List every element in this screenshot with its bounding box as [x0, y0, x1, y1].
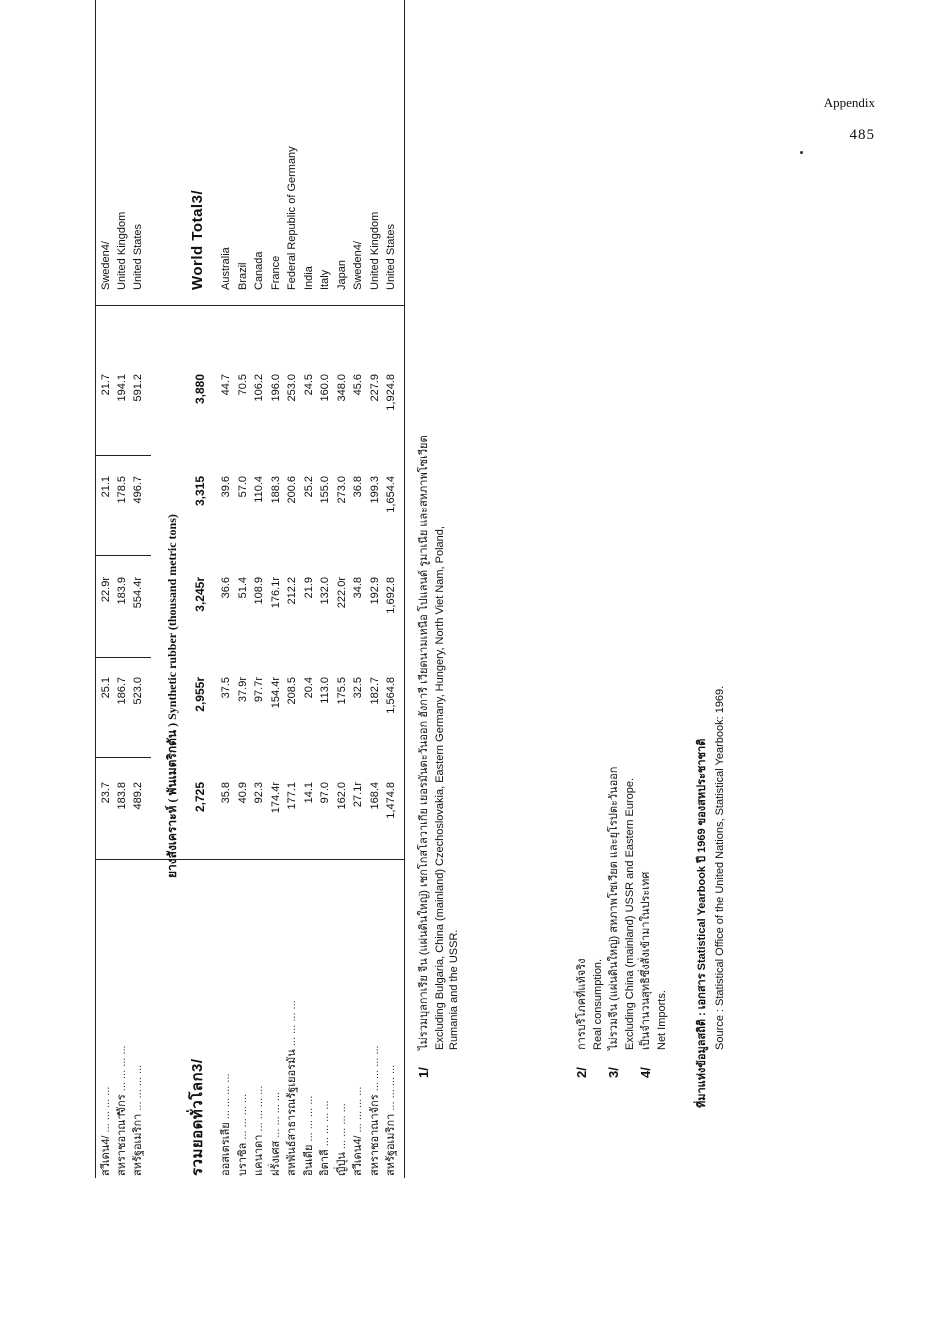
value: 21.9 [302, 577, 315, 599]
row-label-en: Italy [319, 269, 331, 290]
value: 160.0 [319, 374, 331, 402]
value: 162.0 [335, 782, 348, 810]
value: 25.1 [100, 677, 112, 699]
value: 186.7 [116, 677, 128, 705]
column-rule [95, 305, 404, 306]
value: 3,880 [193, 374, 207, 405]
value: 183.8 [116, 782, 128, 810]
appendix-label: Appendix [823, 95, 875, 110]
footnote-en: Excluding China (mainland) USSR and Eastern Europe. [624, 777, 636, 1050]
value: 1,654.4 [385, 476, 397, 513]
value: 51.4 [236, 577, 249, 599]
value: 97.7r [253, 677, 265, 703]
source-en: Source : Statistical Office of the United Nations, Statistical Yearbook: 1969. [714, 685, 726, 1050]
value: 21.1 [100, 476, 112, 498]
value: 200.6 [286, 476, 298, 504]
value: 3,245r [193, 577, 207, 612]
value: 174.4r [269, 782, 282, 814]
value: 92.3 [253, 782, 265, 804]
row-label-en: Sweden4/ [100, 241, 112, 290]
value: 57.0 [236, 476, 249, 498]
value: 108.9 [253, 577, 265, 605]
value: 183.9 [116, 577, 128, 605]
column-rule [95, 657, 151, 658]
value: 199.3 [368, 476, 381, 504]
value: 155.0 [319, 476, 331, 504]
row-label: บราซิล [236, 1142, 249, 1176]
table-bottom-rule [404, 0, 405, 1178]
row-label-en: United States [385, 223, 397, 290]
row-label: ออสเตรเลีย [220, 1122, 232, 1176]
value: 175.5 [335, 677, 348, 705]
value: 27.1r [352, 782, 364, 808]
value: 253.0 [286, 374, 298, 402]
column-rule [95, 455, 151, 456]
row-label: สวีเดน4/ [100, 1135, 112, 1176]
row-label: อิตาลี [319, 1149, 331, 1176]
value: 192.9 [368, 577, 381, 605]
value: 554.4r [132, 577, 144, 609]
row-label: อินเดีย [302, 1144, 315, 1176]
footnote-marker: 1/ [416, 1067, 431, 1078]
value: 106.2 [253, 374, 265, 402]
column-rule [95, 555, 151, 556]
value: 176.1r [269, 577, 282, 609]
value: 489.2 [132, 782, 144, 810]
row-label: รวมยอดทั่วโลก3/ [189, 1058, 206, 1176]
value: 37.9r [236, 677, 249, 703]
row-label-en: Australia [220, 247, 232, 290]
source-th: ที่มาแห่งข้อมูลสถิติ : เอกสาร Statistical Yearbook ปี 1969 ของสหประชาชาติ [696, 738, 708, 1108]
rotated-table-page: สวีเดน4/ ... ... ... ... 23.7 25.1 22.9r 21.1 21.7 Sweden4/ สหราชอาณาจักร ... ... ... ... 183.8 186.7 183.9 178.5 194.1 United Kingdom สหรัฐอเมริกา ... ... ... ... 489.2 523.0 554.4r 496.7 591.2 United States ยางสังเคราะห์ ( พันเมตริกตัน ) Synthetic rubber (thousand metric tons) รวมยอดทั่วโลก3/ 2,725 2,955r 3,245r 3,315 3,880 World Total3/ ออสเตรเลีย ... ... ... ... 35.8 37.5 36.6 39.6 44.7 Australia บราซิล ... ... ... ... 40.9 37.9r 51.4 57.0 70.5 Brazil แคนาดา ... ... ... ... 92.3 97.7r 108.9 110.4 106.2 Canada ฝรั่งเศส ... ... ... ... 174.4r 154.4r 176.1r 188.3 196.0 France สหพันธ์สาธารณรัฐเยอรมัน ... ... ... ... 177.1 208.5 212.2 200.6 253.0 Federal Republic of Germany อินเดีย ... ... ... ... 14.1 20.4 21.9 25.2 24.5 India อิตาลี ... ... ... ... 97.0 113.0 132.0 155.0 160.0 Italy ญี่ปุ่น ... ... ... ... 162.0 175.5 222.0r 273.0 348.0 Japan สวีเดน4/ ... ... ... ... 27.1r 32.5 34.8 36.8 45.6 Sweden4/ สหราชอาณาจักร ... ... ... ... 168.4 182.7 192.9 199.3 227.9 United Kingdom สหรัฐอเมริกา ... ... ... ... 1,474.8 1,564.8 1,692.8 1,654.4 1,924.8 United States 1/ ไม่รวมบุลกาเรีย จีน (แผ่นดินใหญ่) เชกโกสโลวาเกีย เยอรมันตะวันออก ฮังการี เวียดนามเหนือ โปแลนด์ รูมาเนีย และสหภาพโซเวียต Excluding Bulgaria, China (mainland) Czechoslovakia, Eastern Germany, Hungery, North Viet Nam, Poland, Rumania and the USSR. [95, 18, 485, 1178]
footnote-block [465, 18, 668, 1178]
value: 34.8 [352, 577, 364, 599]
value: 188.3 [269, 476, 282, 504]
footnote-th: ไม่รวมจีน (แผ่นดินใหญ่) สหภาพโซเวียต และยุโรปตะวันออก [608, 766, 620, 1050]
row-label-en: United Kingdom [116, 211, 128, 290]
value: 273.0 [335, 476, 348, 504]
row-label: สวีเดน4/ [352, 1135, 364, 1176]
value: 36.6 [220, 577, 232, 599]
value: 36.8 [352, 476, 364, 498]
value: 178.5 [116, 476, 128, 504]
row-label: แคนาดา [253, 1134, 265, 1176]
value: 523.0 [132, 677, 144, 705]
value: 182.7 [368, 677, 381, 705]
value: 177.1 [286, 782, 298, 810]
value: 194.1 [116, 374, 128, 402]
value: 591.2 [132, 374, 144, 402]
footnote-marker: 4/ [638, 1067, 653, 1078]
row-label-en: United Kingdom [368, 211, 381, 290]
row-label-en: Federal Republic of Germany [286, 146, 298, 290]
row-label-en: Brazil [236, 262, 249, 290]
value: 37.5 [220, 677, 232, 699]
value: 348.0 [335, 374, 348, 402]
value: 222.0r [335, 577, 348, 609]
row-label-en: Canada [253, 251, 265, 290]
speck [800, 151, 803, 154]
value: 21.7 [100, 374, 112, 396]
value: 14.1 [302, 782, 315, 804]
value: 32.5 [352, 677, 364, 699]
value: 110.4 [253, 476, 265, 503]
row-label-en: Sweden4/ [352, 241, 364, 290]
row-label: สหราชอาณาจักร [116, 1094, 128, 1176]
row-label-en: India [302, 266, 315, 290]
table-top-rule [95, 0, 96, 1178]
value: 3,315 [193, 476, 207, 507]
column-rule [95, 859, 404, 860]
footnote-en: Rumania and the USSR. [448, 929, 460, 1050]
value: 1,924.8 [385, 374, 397, 411]
row-label: สหพันธ์สาธารณรัฐเยอรมัน [286, 1049, 298, 1176]
footnote-th: ไม่รวมบุลกาเรีย จีน (แผ่นดินใหญ่) เชกโกสโลวาเกีย เยอรมันตะวันออก ฮังการี เวียดนามเหนือ โปแลนด์ รูมาเนีย และสหภาพโซเวียต [418, 435, 430, 1050]
value: 40.9 [236, 782, 249, 804]
value: 23.7 [100, 782, 112, 804]
section-title: ยางสังเคราะห์ ( พันเมตริกตัน ) Synthetic rubber (thousand metric tons) [165, 514, 179, 878]
row-label-en: United States [132, 223, 144, 290]
row-label-en: France [269, 255, 282, 290]
column-rule [95, 757, 151, 758]
value: 196.0 [269, 374, 282, 402]
value: 20.4 [302, 677, 315, 699]
footnote-marker: 2/ [574, 1067, 589, 1078]
value: 2,725 [193, 782, 207, 813]
footnote-th: เป็นจำนวนสุทธิซึ่งสั่งเข้ามาในประเทศ [640, 871, 652, 1050]
value: 1,564.8 [385, 677, 397, 714]
row-label-en: World Total3/ [189, 189, 206, 290]
value: 168.4 [368, 782, 381, 810]
row-label: ญี่ปุ่น [335, 1152, 348, 1176]
value: 1,692.8 [385, 577, 397, 614]
row-label: ฝรั่งเศส [269, 1140, 282, 1176]
value: 39.6 [220, 476, 232, 498]
row-label-en: Japan [335, 260, 348, 290]
value: 70.5 [236, 374, 249, 396]
value: 227.9 [368, 374, 381, 402]
footnote-en: Real consumption. [592, 958, 604, 1050]
source-block [695, 18, 755, 1178]
value: 1,474.8 [385, 782, 397, 819]
value: 154.4r [269, 677, 282, 709]
value: 22.9r [100, 577, 112, 603]
value: 25.2 [302, 476, 315, 498]
footnote-marker: 3/ [606, 1067, 621, 1078]
value: 44.7 [220, 374, 232, 396]
value: 45.6 [352, 374, 364, 396]
value: 496.7 [132, 476, 144, 504]
value: 97.0 [319, 782, 331, 804]
footnote-en: Excluding Bulgaria, China (mainland) Czechoslovakia, Eastern Germany, Hungery, North Viet Nam, Poland, [434, 526, 446, 1050]
row-label: สหรัฐอเมริกา [132, 1113, 144, 1176]
value: 35.8 [220, 782, 232, 804]
row-label: สหรัฐอเมริกา [385, 1113, 397, 1176]
value: 113.0 [319, 677, 331, 704]
footnote-en: Net Imports. [656, 990, 668, 1050]
value: 2,955r [193, 677, 207, 712]
page-number: 485 [849, 127, 875, 143]
value: 212.2 [286, 577, 298, 605]
footnote-th: การบริโภคที่แท้จริง [576, 958, 588, 1050]
value: 208.5 [286, 677, 298, 705]
row-label: สหราชอาณาจักร [368, 1094, 381, 1176]
value: 132.0 [319, 577, 331, 605]
value: 24.5 [302, 374, 315, 396]
